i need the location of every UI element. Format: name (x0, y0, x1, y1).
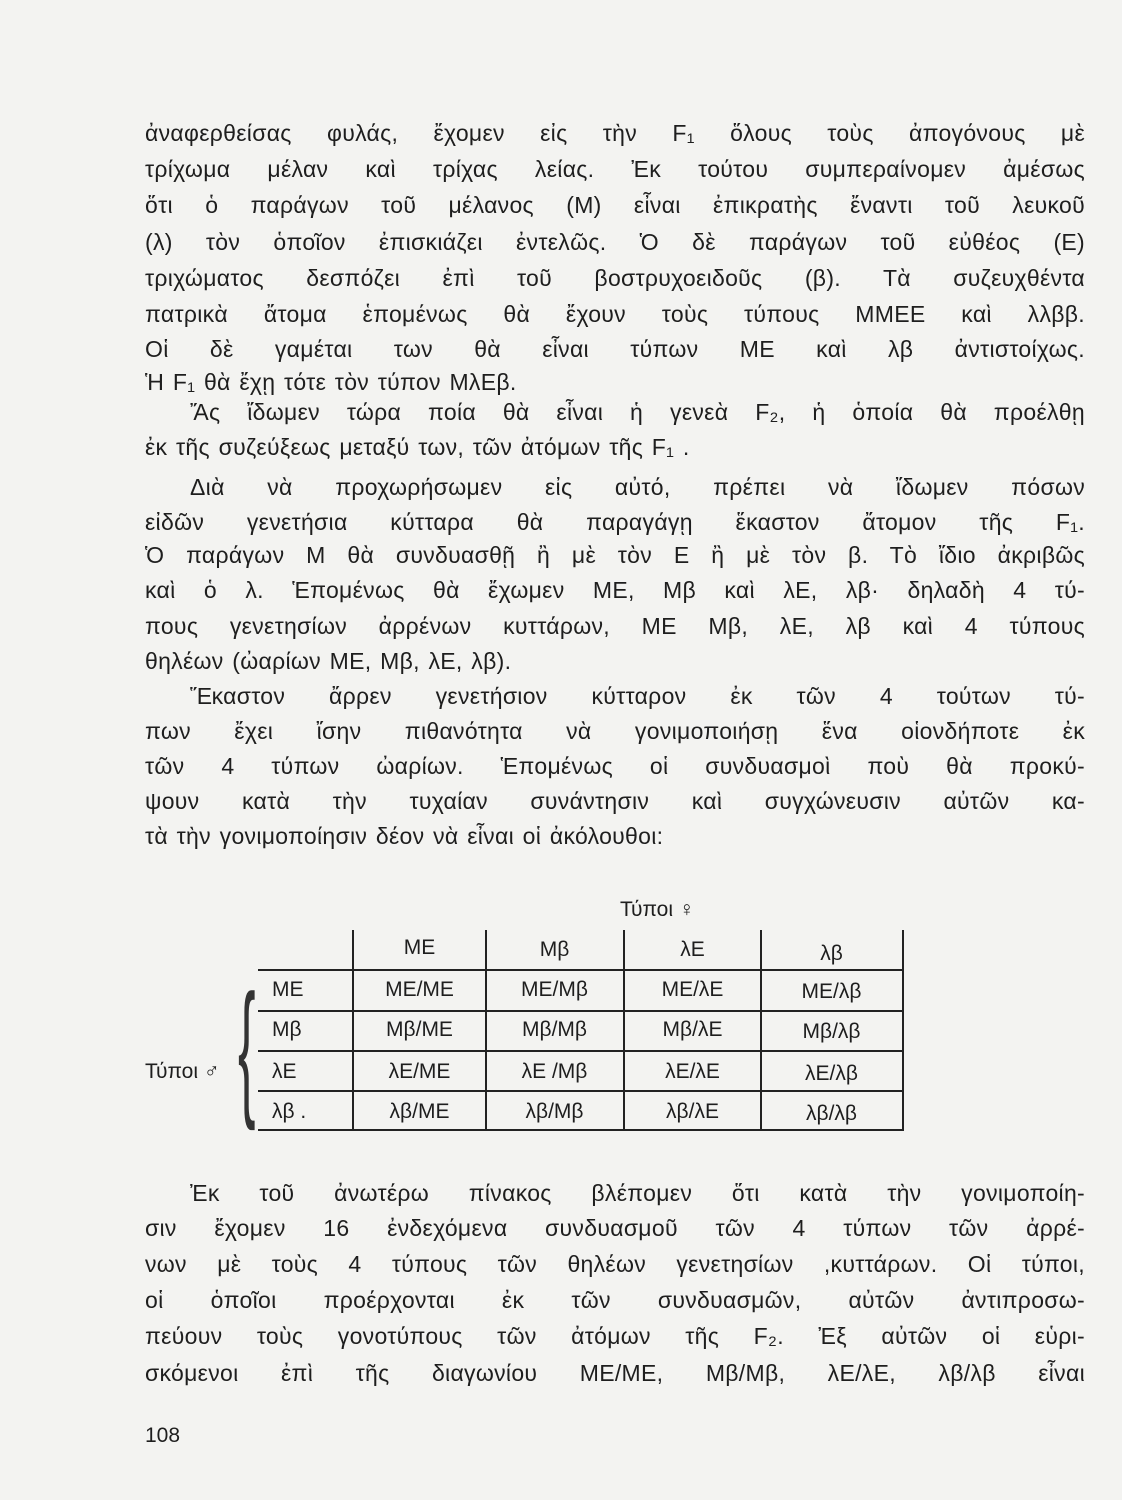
column-header: Μβ (539, 938, 570, 961)
table-cell: ΜΕ/λβ (801, 980, 862, 1003)
text-line: Ὁ παράγων Μ θὰ συνδυασθῇ ἢ μὲ τὸν Ε ἢ μὲ τὸν β. Τὸ ἴδιο ἀκριβῶς (145, 542, 1085, 568)
text-line: τριχώματος δεσπόζει ἐπὶ τοῦ βοστρυχοειδοῦς (β). Τὰ συζευχθέντα (145, 265, 1085, 291)
text-line: νων μὲ τοὺς 4 τύπους τῶν θηλέων γενετησίων ,κυττάρων. Οἱ τύποι, (145, 1251, 1085, 1277)
table-divider (258, 1090, 904, 1092)
table-cell: λΕ/λΕ (665, 1060, 720, 1083)
table-divider (258, 1010, 904, 1012)
table-cell: Μβ/Μβ (522, 1018, 587, 1041)
table-cell: ΜΕ/λΕ (661, 978, 724, 1001)
text-line: πατρικὰ ἄτομα ἑπομένως θὰ ἔχουν τοὺς τύπους ΜΜΕΕ καὶ λλββ. (145, 301, 1085, 327)
text-line: εἰδῶν γενετήσια κύτταρα θὰ παραγάγῃ ἕκαστον ἄτομον τῆς F₁. (145, 509, 1085, 535)
table-cell: Μβ/λΕ (662, 1018, 723, 1041)
male-types-label: Τύποι ♂ (145, 1060, 220, 1083)
text-line: Ἐκ τοῦ ἀνωτέρω πίνακος βλέπομεν ὅτι κατὰ τὴν γονιμοποίη- (190, 1180, 1085, 1206)
row-header: ΜΕ (272, 978, 304, 1001)
table-cell: λβ/λΕ (666, 1100, 719, 1123)
row-header: λβ . (272, 1100, 307, 1123)
text-line: ἐκ τῆς συζεύξεως μεταξύ των, τῶν ἀτόμων τῆς F₁ . (145, 434, 690, 460)
text-line: τὰ τὴν γονιμοποίησιν δέον νὰ εἶναι οἱ ἀκόλουθοι: (145, 823, 664, 849)
brace: { (238, 963, 256, 1131)
column-header: λΕ (680, 938, 705, 961)
table-cell: ΜΕ/ΜΕ (385, 978, 454, 1001)
table-divider (258, 1129, 904, 1131)
female-types-label: Τύποι ♀ (620, 898, 695, 921)
text-line: σκόμενοι ἐπὶ τῆς διαγωνίου ΜΕ/ΜΕ, Μβ/Μβ, λΕ/λΕ, λβ/λβ εἶναι (145, 1360, 1085, 1386)
table-cell: λΕ/ΜΕ (388, 1060, 451, 1083)
table-cell: λβ/ΜΕ (389, 1100, 450, 1123)
text-line: οἱ ὁποῖοι προέρχονται ἐκ τῶν συνδυασμῶν, αὐτῶν ἀντιπροσω- (145, 1287, 1085, 1313)
text-line: Ἡ F₁ θὰ ἔχῃ τότε τὸν τύπον ΜλΕβ. (145, 369, 517, 395)
column-header: λβ (820, 942, 843, 965)
table-cell: Μβ/ΜΕ (386, 1018, 453, 1041)
table-cell: λΕ/λβ (805, 1062, 858, 1085)
table-cell: λβ/λβ (806, 1102, 857, 1125)
table-cell: Μβ/λβ (802, 1020, 861, 1043)
text-line: πους γενετησίων ἀρρένων κυττάρων, ΜΕ Μβ, λΕ, λβ καὶ 4 τύπους (145, 613, 1085, 639)
text-line: καὶ ὁ λ. Ἑπομένως θὰ ἔχωμεν ΜΕ, Μβ καὶ λΕ, λβ· δηλαδὴ 4 τύ- (145, 577, 1085, 603)
text-line: (λ) τὸν ὁποῖον ἐπισκιάζει ἐντελῶς. Ὁ δὲ παράγων τοῦ εὐθέος (Ε) (145, 229, 1085, 255)
text-line: σιν ἔχομεν 16 ἐνδεχόμενα συνδυασμοῦ τῶν 4 τύπων τῶν ἀρρέ- (145, 1215, 1085, 1241)
text-line: πεύουν τοὺς γονοτύπους τῶν ἀτόμων τῆς F₂. Ἐξ αὐτῶν οἱ εὑρι- (145, 1323, 1085, 1349)
table-cell: λΕ /Μβ (521, 1060, 588, 1083)
text-line: θηλέων (ὠαρίων ΜΕ, Μβ, λΕ, λβ). (145, 648, 512, 674)
text-line: Ἕκαστον ἄρρεν γενετήσιον κύτταρον ἐκ τῶν 4 τούτων τύ- (190, 683, 1085, 709)
column-header: ΜΕ (403, 936, 436, 959)
text-line: ψουν κατὰ τὴν τυχαίαν συνάντησιν καὶ συγχώνευσιν αὐτῶν κα- (145, 788, 1085, 814)
table-divider (760, 930, 762, 1130)
table-divider (258, 1050, 904, 1052)
text-line: Διὰ νὰ προχωρήσωμεν εἰς αὐτό, πρέπει νὰ ἴδωμεν πόσων (190, 474, 1085, 500)
text-line: ἀναφερθείσας φυλάς, ἔχομεν εἰς τὴν F₁ ὅλους τοὺς ἀπογόνους μὲ (145, 120, 1085, 146)
row-header: Μβ (272, 1018, 302, 1041)
row-header: λΕ (272, 1060, 297, 1083)
table-cell: ΜΕ/Μβ (521, 978, 588, 1001)
table-cell: λβ/Μβ (525, 1100, 584, 1123)
text-line: πων ἔχει ἴσην πιθανότητα νὰ γονιμοποιήσῃ ἕνα οἱονδήποτε ἐκ (145, 718, 1085, 744)
text-line: Οἱ δὲ γαμέται των θὰ εἶναι τύπων ΜΕ καὶ λβ ἀντιστοίχως. (145, 336, 1085, 362)
table-divider (902, 930, 904, 1130)
text-line: τρίχωμα μέλαν καὶ τρίχας λείας. Ἐκ τούτου συμπεραίνομεν ἀμέσως (145, 156, 1085, 182)
table-divider (258, 969, 904, 971)
text-line: Ἄς ἴδωμεν τώρα ποία θὰ εἶναι ἡ γενεὰ F₂, ἡ ὁποία θὰ προέλθῃ (190, 399, 1085, 425)
text-line: τῶν 4 τύπων ὠαρίων. Ἑπομένως οἱ συνδυασμοὶ ποὺ θὰ προκύ- (145, 753, 1085, 779)
text-line: ὅτι ὁ παράγων τοῦ μέλανος (Μ) εἶναι ἐπικρατὴς ἔναντι τοῦ λευκοῦ (145, 192, 1085, 218)
page-number: 108 (145, 1424, 181, 1447)
